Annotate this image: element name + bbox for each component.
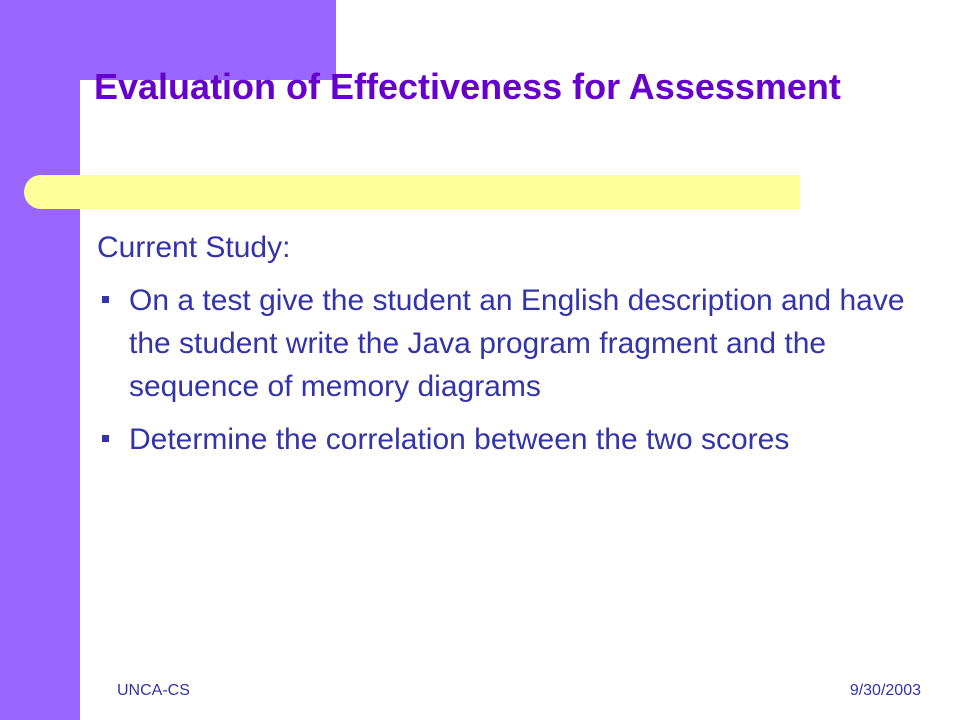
bullet-text: On a test give the student an English description and have the student write the Java program fragment and the sequence of memory diagrams <box>129 284 905 403</box>
bullet-item <box>97 279 927 408</box>
footer-organization: UNCA-CS <box>117 682 190 699</box>
slide-title: Evaluation of Effectiveness for Assessment <box>94 66 841 107</box>
body-heading: Current Study: <box>97 231 291 264</box>
bullet-item <box>97 418 927 461</box>
square-bullet-icon <box>102 435 109 442</box>
bullet-list <box>97 279 927 461</box>
title-underline-bar <box>24 175 800 209</box>
footer-date: 9/30/2003 <box>849 682 921 699</box>
bullet-text: Determine the correlation between the two scores <box>129 423 790 456</box>
left-purple-band <box>0 0 80 720</box>
slide-body <box>97 226 927 471</box>
square-bullet-icon <box>102 296 109 303</box>
